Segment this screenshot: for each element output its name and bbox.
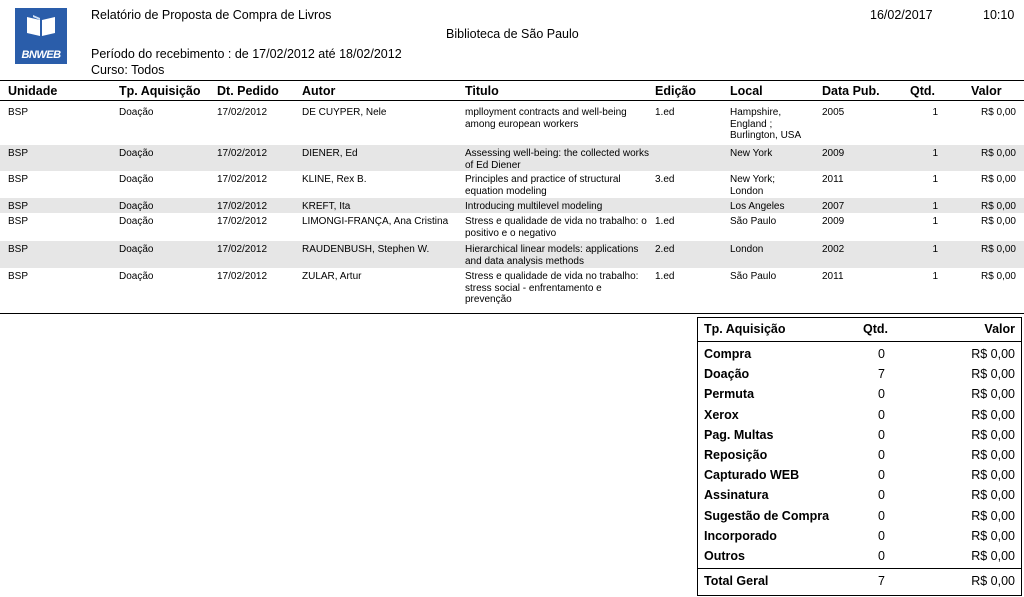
cell-autor: LIMONGI-FRANÇA, Ana Cristina	[302, 216, 449, 227]
col-valor: Valor	[971, 84, 1002, 98]
summary-item-label: Compra	[704, 347, 752, 361]
cell-titulo: Hierarchical linear models: applications and data analysis methods	[465, 244, 639, 267]
cell-titulo: Introducing multilevel modeling	[465, 201, 603, 212]
table-bottom-divider	[0, 313, 1024, 314]
summary-item-qtd: 0	[878, 508, 885, 523]
summary-item-qtd: 0	[878, 407, 885, 422]
summary-item-label: Permuta	[704, 387, 755, 402]
col-qtd: Qtd.	[910, 84, 935, 98]
summary-item-valor: R$ 0,00	[971, 448, 1015, 462]
cell-autor: DE CUYPER, Nele	[302, 107, 387, 118]
cell-autor: ZULAR, Artur	[302, 271, 362, 282]
summary-col-valor: Valor	[984, 322, 1015, 336]
cell-dt: 17/02/2012	[217, 201, 268, 212]
summary-item-label: Assinatura	[704, 488, 769, 503]
summary-item-valor: R$ 0,00	[971, 488, 1015, 503]
cell-unidade: BSP	[8, 107, 29, 118]
col-tp-aquisicao: Tp. Aquisição	[119, 84, 201, 98]
cell-tp: Doação	[119, 201, 154, 212]
cell-edicao: 1.ed	[655, 216, 675, 227]
summary-item-valor: R$ 0,00	[971, 387, 1015, 402]
cell-local: New York	[730, 148, 773, 159]
table-row	[0, 198, 1024, 213]
cell-local: New York; London	[730, 174, 776, 197]
cell-dt: 17/02/2012	[217, 174, 268, 185]
summary-item-label: Reposição	[704, 448, 768, 462]
cell-local: Los Angeles	[730, 201, 785, 212]
cell-unidade: BSP	[8, 174, 29, 185]
summary-item-valor: R$ 0,00	[971, 468, 1015, 483]
summary-item-valor: R$ 0,00	[971, 367, 1015, 382]
cell-dt: 17/02/2012	[217, 216, 268, 227]
cell-valor: R$ 0,00	[980, 107, 1016, 118]
cell-autor: RAUDENBUSH, Stephen W.	[302, 244, 430, 255]
summary-item-qtd: 0	[878, 387, 885, 402]
table-row	[0, 145, 1024, 171]
cell-unidade: BSP	[8, 201, 29, 212]
cell-valor: R$ 0,00	[980, 271, 1016, 282]
cell-data-pub: 2009	[822, 216, 845, 227]
summary-item-valor: R$ 0,00	[971, 528, 1015, 543]
cell-dt: 17/02/2012	[217, 271, 268, 282]
summary-item-label: Incorporado	[704, 528, 777, 543]
col-autor: Autor	[302, 84, 336, 98]
cell-qtd: 1	[932, 216, 938, 227]
cell-qtd: 1	[932, 244, 938, 255]
cell-unidade: BSP	[8, 271, 29, 282]
table-row	[0, 213, 1024, 241]
cell-edicao: 1.ed	[655, 107, 675, 118]
cell-edicao: 2.ed	[655, 244, 675, 255]
summary-item-qtd: 0	[878, 488, 885, 503]
cell-valor: R$ 0,00	[980, 216, 1016, 227]
cell-tp: Doação	[119, 216, 154, 227]
summary-item-label: Capturado WEB	[704, 468, 800, 483]
cell-data-pub: 2009	[822, 148, 845, 159]
cell-autor: KLINE, Rex B.	[302, 174, 367, 185]
cell-local: São Paulo	[730, 271, 777, 282]
summary-item-label: Sugestão de Compra	[704, 508, 830, 523]
period-filter: Período do recebimento : de 17/02/2012 até 18/02/2012	[91, 47, 402, 61]
cell-data-pub: 2011	[822, 271, 844, 282]
bnweb-logo	[15, 8, 67, 64]
cell-titulo: mplloyment contracts and well-being among european workers	[465, 107, 627, 130]
cell-tp: Doação	[119, 174, 154, 185]
col-edicao: Edição	[655, 84, 696, 98]
cell-tp: Doação	[119, 244, 154, 255]
cell-qtd: 1	[932, 271, 938, 282]
cell-edicao: 1.ed	[655, 271, 675, 282]
cell-valor: R$ 0,00	[980, 201, 1016, 212]
summary-item-qtd: 7	[878, 367, 885, 382]
book-icon	[25, 14, 57, 38]
summary-item-valor: R$ 0,00	[971, 508, 1015, 523]
cell-unidade: BSP	[8, 244, 29, 255]
summary-item-qtd: 0	[878, 528, 885, 543]
summary-item-valor: R$ 0,00	[971, 549, 1015, 563]
organization-name: Biblioteca de São Paulo	[446, 27, 579, 41]
summary-total-valor: R$ 0,00	[971, 574, 1015, 588]
cell-dt: 17/02/2012	[217, 148, 268, 159]
cell-data-pub: 2005	[822, 107, 845, 118]
summary-item-valor: R$ 0,00	[971, 427, 1015, 442]
cell-data-pub: 2002	[822, 244, 845, 255]
summary-item-qtd: 0	[878, 468, 885, 483]
summary-item-qtd: 0	[878, 347, 885, 361]
summary-item-label: Doação	[704, 367, 750, 382]
cell-qtd: 1	[932, 174, 938, 185]
cell-qtd: 1	[932, 148, 938, 159]
col-data-pub: Data Pub.	[822, 84, 880, 98]
cell-dt: 17/02/2012	[217, 244, 268, 255]
cell-data-pub: 2011	[822, 174, 844, 185]
cell-local: São Paulo	[730, 216, 777, 227]
cell-tp: Doação	[119, 107, 154, 118]
cell-autor: KREFT, Ita	[302, 201, 351, 212]
cell-tp: Doação	[119, 148, 154, 159]
col-dt-pedido: Dt. Pedido	[217, 84, 279, 98]
summary-item-qtd: 0	[878, 448, 885, 462]
col-titulo: Titulo	[465, 84, 499, 98]
cell-titulo: Assessing well-being: the collected works of Ed Diener	[465, 148, 649, 171]
summary-table	[697, 317, 1022, 596]
cell-edicao: 3.ed	[655, 174, 675, 185]
report-date: 16/02/2017	[870, 8, 933, 22]
summary-item-qtd: 0	[878, 427, 885, 442]
summary-total-qtd: 7	[878, 574, 885, 588]
cell-local: London	[730, 244, 764, 255]
table-row	[0, 104, 1024, 145]
table-row	[0, 241, 1024, 268]
summary-body	[698, 318, 1021, 569]
summary-item-label: Pag. Multas	[704, 427, 774, 442]
cell-qtd: 1	[932, 107, 938, 118]
table-header-divider	[0, 100, 1024, 101]
cell-valor: R$ 0,00	[980, 174, 1016, 185]
summary-item-valor: R$ 0,00	[971, 407, 1015, 422]
table-row	[0, 171, 1024, 198]
table-row	[0, 268, 1024, 310]
cell-data-pub: 2007	[822, 201, 845, 212]
header-divider	[0, 80, 1024, 81]
summary-total-label: Total Geral	[704, 574, 769, 588]
col-unidade: Unidade	[8, 84, 58, 98]
summary-col-qtd: Qtd.	[863, 322, 888, 336]
summary-item-label: Xerox	[704, 407, 739, 422]
col-local: Local	[730, 84, 763, 98]
report-time: 10:10	[983, 8, 1015, 22]
cell-valor: R$ 0,00	[980, 148, 1016, 159]
summary-item-label: Outros	[704, 549, 745, 563]
cell-titulo: Principles and practice of structural equation modeling	[465, 174, 621, 197]
summary-item-qtd: 0	[878, 549, 885, 563]
cell-autor: DIENER, Ed	[302, 148, 358, 159]
report-title: Relatório de Proposta de Compra de Livros	[91, 8, 332, 22]
logo-text: BNWEB	[21, 49, 61, 61]
cell-local: Hampshire, England ; Burlington, USA	[730, 107, 802, 141]
cell-titulo: Stress e qualidade de vida no trabalho: stress social - enfrentamento e prevenção	[465, 271, 639, 305]
cell-unidade: BSP	[8, 216, 29, 227]
cell-qtd: 1	[932, 201, 938, 212]
cell-titulo: Stress e qualidade de vida no trabalho: o positivo e o negativo	[465, 216, 647, 239]
course-filter: Curso: Todos	[91, 63, 165, 77]
summary-header-divider	[698, 341, 1021, 342]
cell-tp: Doação	[119, 271, 154, 282]
summary-col-tipo: Tp. Aquisição	[704, 322, 786, 336]
cell-unidade: BSP	[8, 148, 29, 159]
summary-item-valor: R$ 0,00	[971, 347, 1015, 361]
cell-dt: 17/02/2012	[217, 107, 268, 118]
cell-valor: R$ 0,00	[980, 244, 1016, 255]
